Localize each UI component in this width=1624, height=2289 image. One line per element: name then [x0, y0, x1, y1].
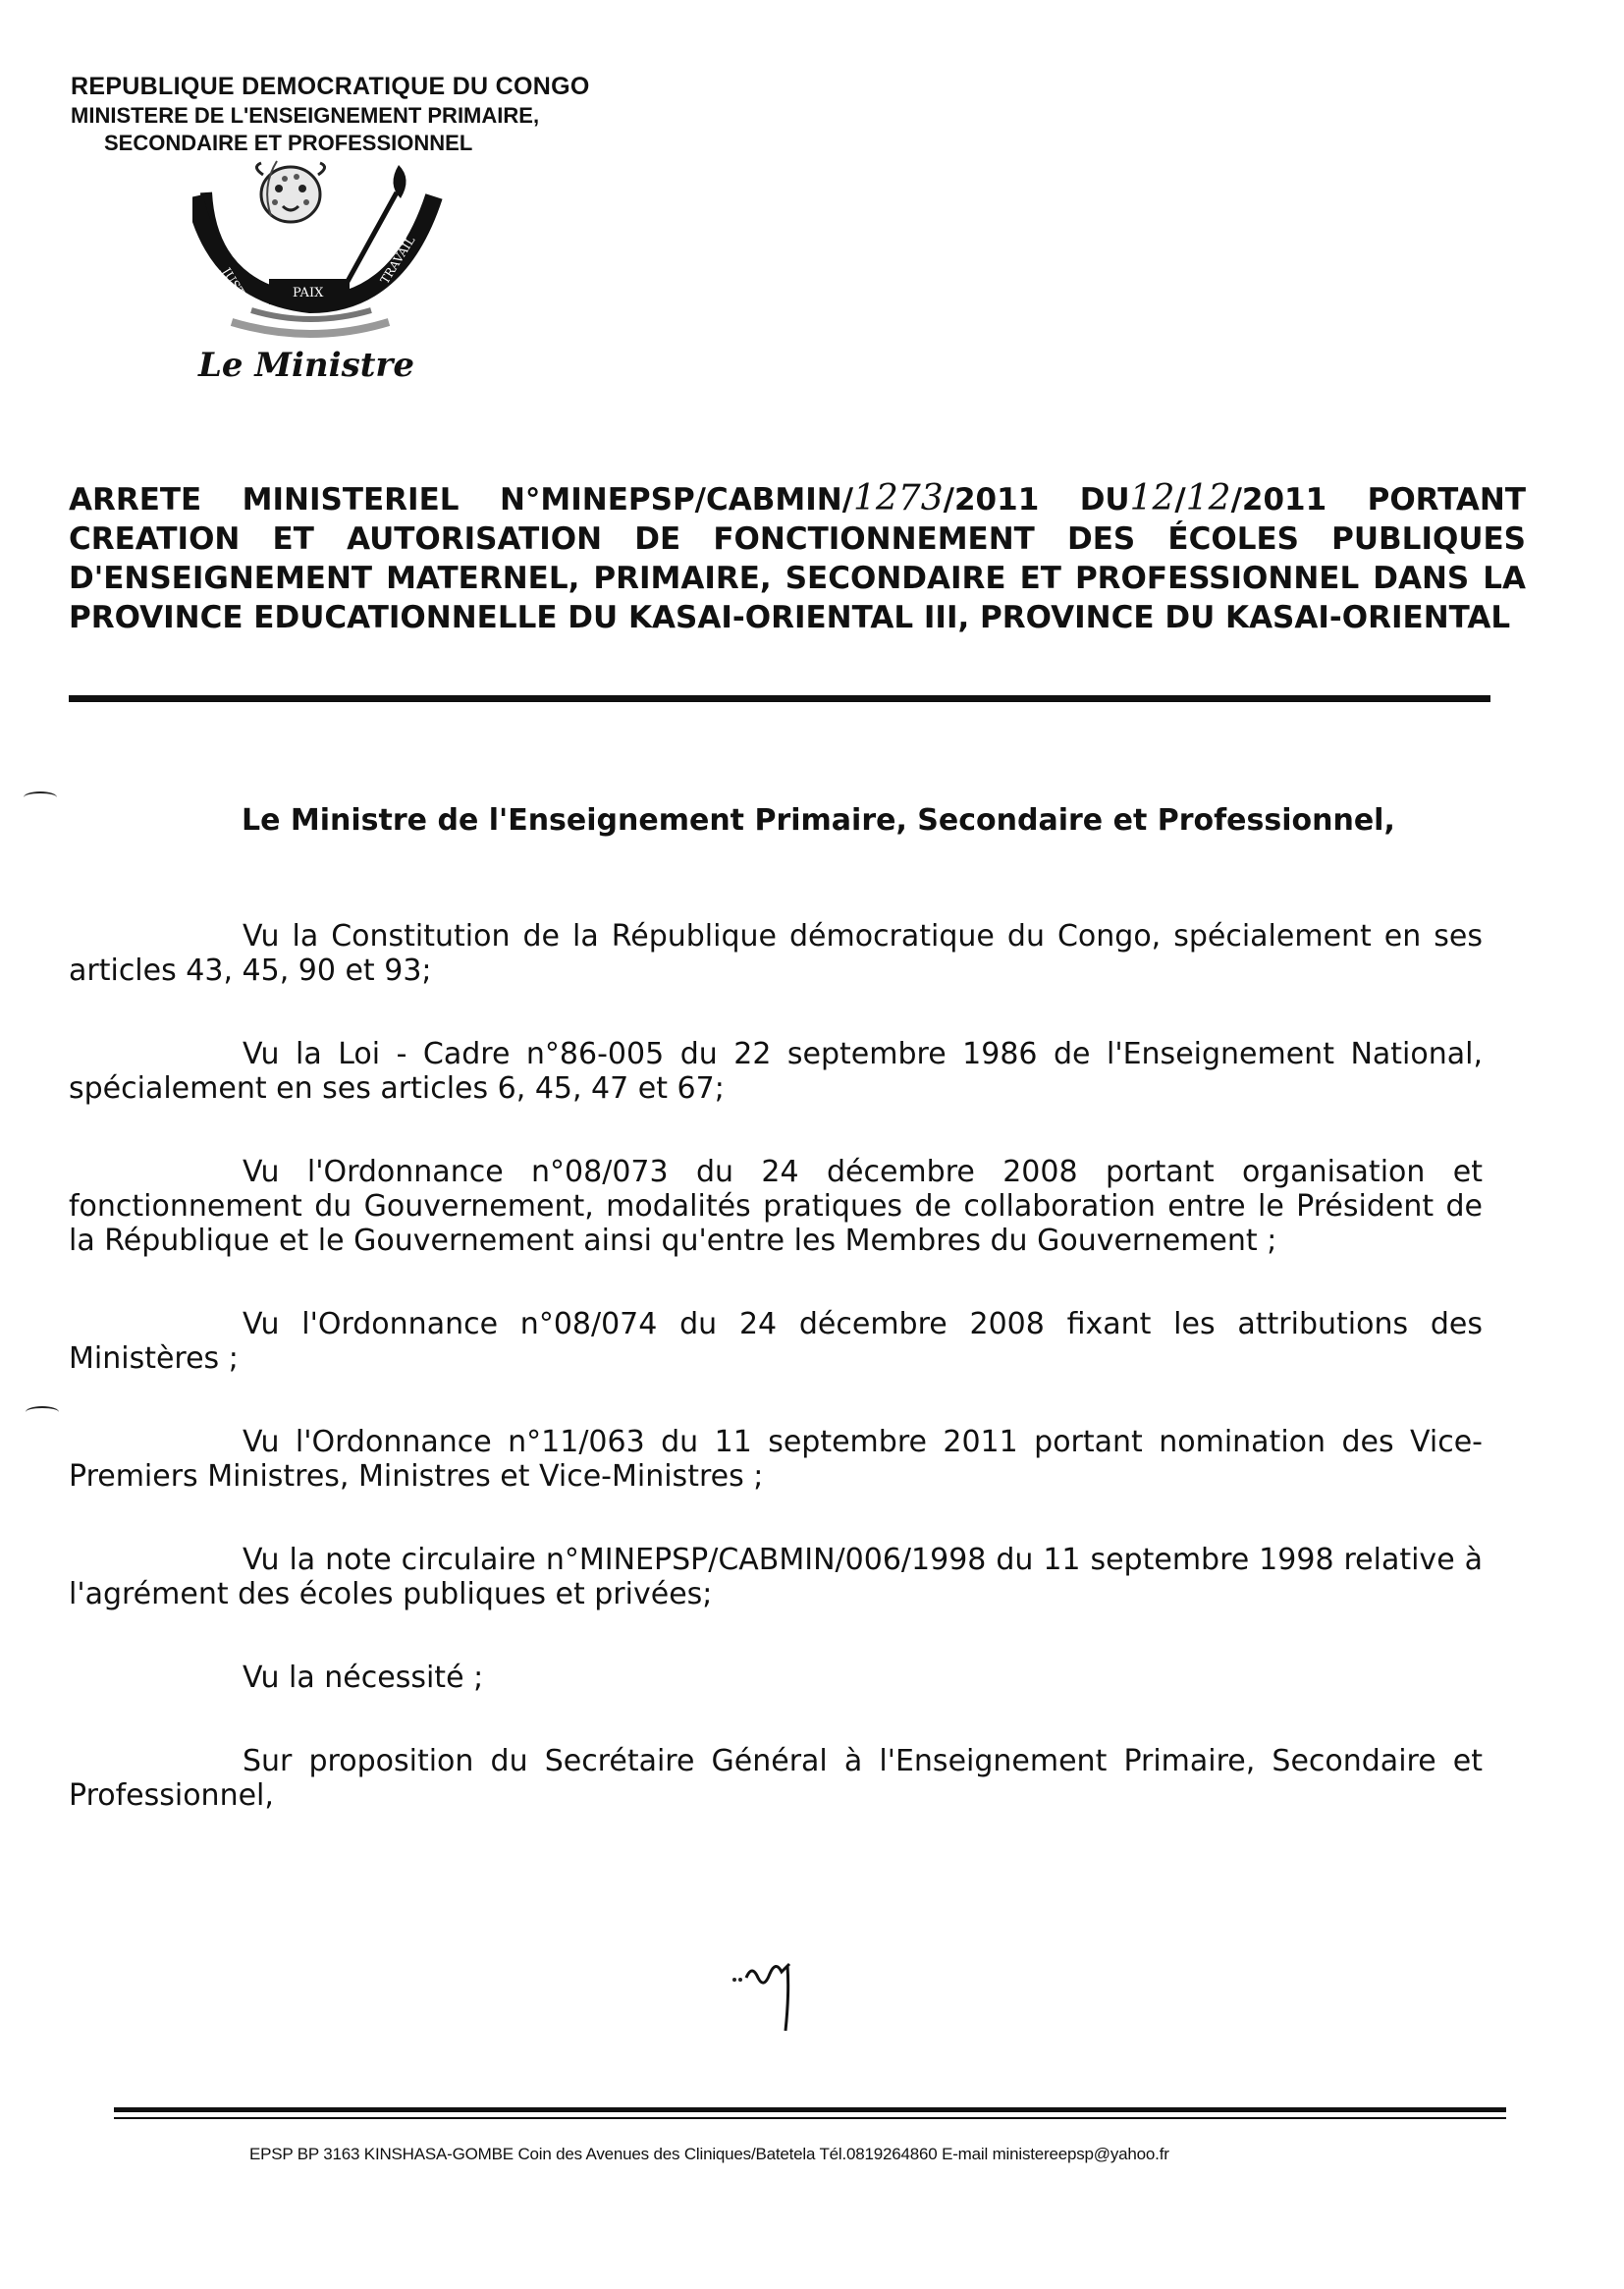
footer-divider	[114, 2107, 1506, 2112]
letterhead-ministry: MINISTERE DE L'ENSEIGNEMENT PRIMAIRE,	[71, 103, 540, 128]
minister-signature-label: Le Ministre	[198, 346, 414, 385]
emblem-motto-left: JUSTICE	[219, 265, 259, 318]
coat-of-arms-emblem	[192, 157, 448, 354]
title-part2: /2011 DU	[943, 482, 1130, 518]
paragraph: Vu la Constitution de la République démocratique du Congo, spécialement en ses articles 43, 45, 90 et 93;	[69, 919, 1483, 988]
paragraph: Vu la Loi - Cadre n°86-005 du 22 septembre 1986 de l'Enseignement National, spécialement en ses articles 6, 45, 47 et 67;	[69, 1037, 1483, 1106]
emblem-motto-center: PAIX	[293, 286, 324, 300]
title-divider	[69, 695, 1490, 702]
handwritten-decree-number: 1273	[853, 478, 944, 518]
footer-address: EPSP BP 3163 KINSHASA-GOMBE Coin des Avenues des Cliniques/Batetela Tél.0819264860 E-mail ministereepsp@yahoo.fr	[249, 2145, 1169, 2163]
paragraph: Vu la note circulaire n°MINEPSP/CABMIN/006/1998 du 11 septembre 1998 relative à l'agrément des écoles publiques et privées;	[69, 1543, 1483, 1611]
paragraph: Sur proposition du Secrétaire Général à l'Enseignement Primaire, Secondaire et Professionnel,	[69, 1744, 1483, 1813]
footer-divider-thin	[114, 2117, 1506, 2119]
margin-mark	[24, 791, 57, 803]
paragraph: Vu la nécessité ;	[243, 1661, 484, 1695]
title-part3: /2011 PORTANT CREATION ET AUTORISATION DE FONCTIONNEMENT DES ÉCOLES PUBLIQUES D'ENSEIGNEMENT MATERNEL, PRIMAIRE, SECONDAIRE ET PROFESSIONNEL DANS LA PROVINCE EDUCATIONNELLE DU KASAI-ORIENTAL III, PROVINCE DU KASAI-ORIENTAL	[69, 482, 1526, 635]
title-sep: /	[1174, 482, 1186, 518]
decree-title	[69, 479, 1526, 637]
handwritten-day: 12	[1129, 478, 1175, 518]
margin-mark	[26, 1406, 59, 1418]
title-part1: ARRETE MINISTERIEL N°MINEPSP/CABMIN/	[69, 482, 854, 518]
letterhead-country: REPUBLIQUE DEMOCRATIQUE DU CONGO	[71, 73, 590, 100]
document-body	[69, 919, 1483, 1862]
handwritten-paraph-initials	[731, 1954, 809, 2043]
handwritten-month: 12	[1185, 478, 1231, 518]
paragraph: Vu l'Ordonnance n°11/063 du 11 septembre 2011 portant nomination des Vice-Premiers Ministres, Ministres et Vice-Ministres ;	[69, 1425, 1483, 1494]
paragraph: Vu l'Ordonnance n°08/074 du 24 décembre 2008 fixant les attributions des Ministères ;	[69, 1307, 1483, 1376]
section-heading: Le Ministre de l'Enseignement Primaire, Secondaire et Professionnel,	[242, 803, 1395, 838]
letterhead-ministry-cont: SECONDAIRE ET PROFESSIONNEL	[104, 131, 473, 155]
paragraph: Vu l'Ordonnance n°08/073 du 24 décembre 2008 portant organisation et fonctionnement du Gouvernement, modalités pratiques de collaboration entre le Président de la République et le Gouvernement ainsi qu'entre les Membres du Gouvernement ;	[69, 1155, 1483, 1258]
emblem-motto-right: TRAVAIL	[377, 234, 418, 287]
letterhead	[71, 73, 590, 156]
